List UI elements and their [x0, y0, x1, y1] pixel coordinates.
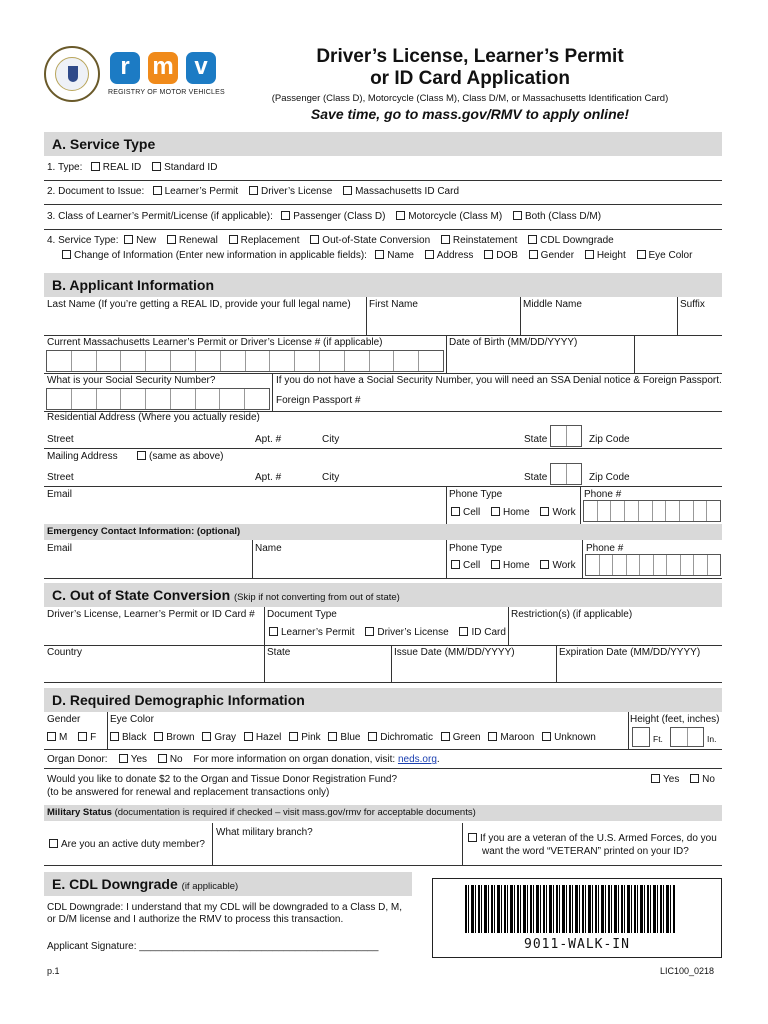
online-promo: Save time, go to mass.gov/RMV to apply online! — [310, 106, 630, 122]
mailing-address-label: Mailing Address — [47, 451, 118, 462]
state-label: State — [524, 434, 548, 445]
phone-type-options — [451, 507, 584, 518]
active-duty-checkbox[interactable]: Are you an active duty member? — [49, 839, 205, 850]
ec-name-label: Name — [255, 543, 282, 554]
change-gender-checkbox[interactable]: Gender — [529, 250, 574, 261]
real-id-checkbox[interactable]: REAL ID — [91, 162, 142, 173]
registry-text: REGISTRY OF MOTOR VEHICLES — [108, 89, 225, 96]
cdl-text-line1: CDL Downgrade: I understand that my CDL will be downgraded to a Class D, M, — [47, 902, 402, 913]
restrictions-label: Restriction(s) (if applicable) — [511, 609, 633, 620]
phone-number-label: Phone # — [584, 489, 622, 500]
eye-green-checkbox[interactable]: Green — [441, 732, 481, 743]
section-e-header: E. CDL Downgrade (if applicable) — [44, 872, 412, 896]
section-d-header: D. Required Demographic Information — [44, 688, 722, 712]
in-label: In. — [707, 734, 717, 744]
rmv-logo-v: v — [186, 52, 216, 84]
gender-m-checkbox[interactable]: M — [47, 732, 67, 743]
organ-donor-row: Organ Donor: Yes No For more information on organ donation, visit: neds.org. — [47, 754, 440, 765]
mail-zip-label: Zip Code — [589, 472, 630, 483]
ec-home-checkbox[interactable]: Home — [491, 560, 530, 571]
mail-street-label: Street — [47, 472, 74, 483]
cell-checkbox[interactable]: Cell — [451, 507, 480, 518]
rmv-logo-m: m — [148, 52, 178, 84]
section-b-header: B. Applicant Information — [44, 273, 722, 297]
res-state-input[interactable] — [550, 425, 582, 447]
donate-question-note: (to be answered for renewal and replacement transactions only) — [47, 787, 330, 798]
eye-pink-checkbox[interactable]: Pink — [289, 732, 320, 743]
eye-brown-checkbox[interactable]: Brown — [154, 732, 194, 743]
eye-color-options — [110, 732, 601, 743]
suffix-label: Suffix — [680, 299, 705, 310]
form-id: LIC100_0218 — [660, 966, 715, 976]
class-m-checkbox[interactable]: Motorcycle (Class M) — [396, 211, 502, 222]
document-row: 2. Document to Issue: Learner’s Permit Driver’s License Massachusetts ID Card — [47, 186, 460, 197]
form-title-line1: Driver’s License, Learner’s Permit — [316, 46, 624, 67]
card-number-label: Driver’s License, Learner’s Permit or ID Card # — [47, 609, 255, 620]
same-as-above-checkbox[interactable]: (same as above) — [137, 451, 223, 462]
height-inches-input[interactable] — [670, 727, 704, 747]
home-checkbox[interactable]: Home — [491, 507, 530, 518]
service-type-row: 4. Service Type: New Renewal Replacement Out-of-State Conversion Reinstatement CDL Downgrade — [47, 235, 614, 246]
ma-id-card-checkbox[interactable]: Massachusetts ID Card — [343, 186, 459, 197]
c-drivers-license-checkbox[interactable]: Driver’s License — [365, 627, 448, 638]
ec-phone-type-label: Phone Type — [449, 543, 503, 554]
city-label: City — [322, 434, 340, 445]
renewal-checkbox[interactable]: Renewal — [167, 235, 218, 246]
zip-label: Zip Code — [589, 434, 630, 445]
class-row: 3. Class of Learner’s Permit/License (if applicable): Passenger (Class D) Motorcycle (Class M) Both (Class D/M) — [47, 211, 602, 222]
eye-hazel-checkbox[interactable]: Hazel — [244, 732, 282, 743]
type-row: 1. Type: REAL ID Standard ID — [47, 162, 218, 173]
mail-state-input[interactable] — [550, 463, 582, 485]
donor-yes-checkbox[interactable]: Yes — [119, 754, 147, 765]
street-label: Street — [47, 434, 74, 445]
residential-address-label: Residential Address (Where you actually reside) — [47, 412, 260, 423]
change-address-checkbox[interactable]: Address — [425, 250, 474, 261]
eye-black-checkbox[interactable]: Black — [110, 732, 146, 743]
change-eye-color-checkbox[interactable]: Eye Color — [637, 250, 693, 261]
change-height-checkbox[interactable]: Height — [585, 250, 626, 261]
donate-question: Would you like to donate $2 to the Organ and Tissue Donor Registration Fund? — [47, 774, 398, 785]
mail-state-label: State — [524, 472, 548, 483]
rmv-logo-r: r — [110, 52, 140, 84]
learners-permit-checkbox[interactable]: Learner’s Permit — [153, 186, 239, 197]
form-subtitle: (Passenger (Class D), Motorcycle (Class M), Class D/M, or Massachusetts Identification Card) — [271, 93, 669, 104]
donor-no-checkbox[interactable]: No — [158, 754, 183, 765]
eye-color-label: Eye Color — [110, 714, 154, 725]
ec-phone-type-options — [451, 560, 584, 571]
phone-number-input[interactable] — [583, 500, 721, 522]
eye-dichromatic-checkbox[interactable]: Dichromatic — [368, 732, 433, 743]
neds-link[interactable]: neds.org — [397, 754, 437, 765]
donate-yes-checkbox[interactable]: Yes — [651, 774, 679, 785]
mail-city-label: City — [322, 472, 340, 483]
c-state-label: State — [267, 647, 291, 658]
gender-label: Gender — [47, 714, 81, 725]
barcode-box — [432, 878, 722, 958]
section-c-header: C. Out of State Conversion (Skip if not converting from out of state) — [44, 583, 722, 607]
ec-cell-checkbox[interactable]: Cell — [451, 560, 480, 571]
signature-line[interactable]: Applicant Signature: ___________________________________________ — [47, 941, 379, 952]
issue-date-label: Issue Date (MM/DD/YYYY) — [394, 647, 515, 658]
cdl-text-line2: or D/M license and I authorize the RMV to process this transaction. — [47, 914, 344, 925]
eye-gray-checkbox[interactable]: Gray — [202, 732, 236, 743]
cdl-downgrade-checkbox[interactable]: CDL Downgrade — [528, 235, 614, 246]
ec-work-checkbox[interactable]: Work — [540, 560, 575, 571]
donate-no-checkbox[interactable]: No — [690, 774, 715, 785]
class-d-checkbox[interactable]: Passenger (Class D) — [281, 211, 385, 222]
veteran-checkbox[interactable]: If you are a veteran of the U.S. Armed Forces, do you — [468, 833, 717, 844]
dob-label: Date of Birth (MM/DD/YYYY) — [449, 337, 578, 348]
work-checkbox[interactable]: Work — [540, 507, 575, 518]
middle-name-label: Middle Name — [523, 299, 582, 310]
ec-email-label: Email — [47, 543, 73, 554]
eye-maroon-checkbox[interactable]: Maroon — [488, 732, 534, 743]
document-type-label: Document Type — [267, 609, 337, 620]
change-name-checkbox[interactable]: Name — [375, 250, 414, 261]
military-status-bar: Military Status (documentation is required if checked – visit mass.gov/rmv for acceptable documents) — [44, 805, 722, 821]
gender-f-checkbox[interactable]: F — [78, 732, 96, 743]
page-number: p.1 — [47, 966, 60, 976]
c-id-card-checkbox[interactable]: ID Card — [459, 627, 505, 638]
change-dob-checkbox[interactable]: DOB — [484, 250, 518, 261]
foreign-passport-label: Foreign Passport # — [276, 395, 361, 406]
no-ssn-note: If you do not have a Social Security Number, you will need an SSA Denial notice & Foreign Passport. — [276, 375, 722, 386]
c-learners-permit-checkbox[interactable]: Learner’s Permit — [269, 627, 355, 638]
apt-label: Apt. # — [255, 434, 282, 445]
document-type-options — [269, 627, 514, 638]
massachusetts-seal-icon — [44, 46, 100, 102]
license-number-label: Current Massachusetts Learner’s Permit or Driver’s License # (if applicable) — [47, 337, 383, 348]
ec-phone-number-label: Phone # — [586, 543, 624, 554]
reinstatement-checkbox[interactable]: Reinstatement — [441, 235, 517, 246]
form-title-line2: or ID Card Application — [370, 68, 570, 89]
class-dm-checkbox[interactable]: Both (Class D/M) — [513, 211, 601, 222]
last-name-label: Last Name (If you’re getting a REAL ID, provide your full legal name) — [47, 299, 351, 310]
emergency-contact-bar: Emergency Contact Information: (optional) — [44, 524, 722, 540]
first-name-label: First Name — [369, 299, 418, 310]
email-label: Email — [47, 489, 73, 500]
ssn-input[interactable] — [46, 388, 270, 410]
mail-apt-label: Apt. # — [255, 472, 282, 483]
barcode-icon — [465, 885, 675, 933]
drivers-license-checkbox[interactable]: Driver’s License — [249, 186, 332, 197]
gender-options — [47, 732, 104, 743]
section-a-header: A. Service Type — [44, 132, 722, 156]
donate-options — [651, 774, 715, 785]
phone-type-label: Phone Type — [449, 489, 503, 500]
eye-blue-checkbox[interactable]: Blue — [328, 732, 360, 743]
veteran-question-line2: want the word “VETERAN” printed on your ID? — [482, 846, 689, 857]
barcode-text: 9011-WALK-IN — [524, 937, 630, 952]
height-feet-input[interactable] — [632, 727, 650, 747]
eye-unknown-checkbox[interactable]: Unknown — [542, 732, 596, 743]
height-label: Height (feet, inches) — [630, 714, 720, 725]
change-info-checkbox[interactable]: Change of Information (Enter new information in applicable fields): — [62, 250, 367, 261]
expiration-date-label: Expiration Date (MM/DD/YYYY) — [559, 647, 701, 658]
ft-label: Ft. — [653, 734, 663, 744]
ssn-label: What is your Social Security Number? — [47, 375, 216, 386]
replacement-checkbox[interactable]: Replacement — [229, 235, 300, 246]
out-of-state-checkbox[interactable]: Out-of-State Conversion — [310, 235, 430, 246]
change-info-row — [62, 250, 700, 261]
ec-phone-number-input[interactable] — [585, 554, 721, 576]
country-label: Country — [47, 647, 83, 658]
military-branch-label: What military branch? — [216, 827, 313, 838]
standard-id-checkbox[interactable]: Standard ID — [152, 162, 217, 173]
new-checkbox[interactable]: New — [124, 235, 156, 246]
license-number-input[interactable] — [46, 350, 444, 372]
